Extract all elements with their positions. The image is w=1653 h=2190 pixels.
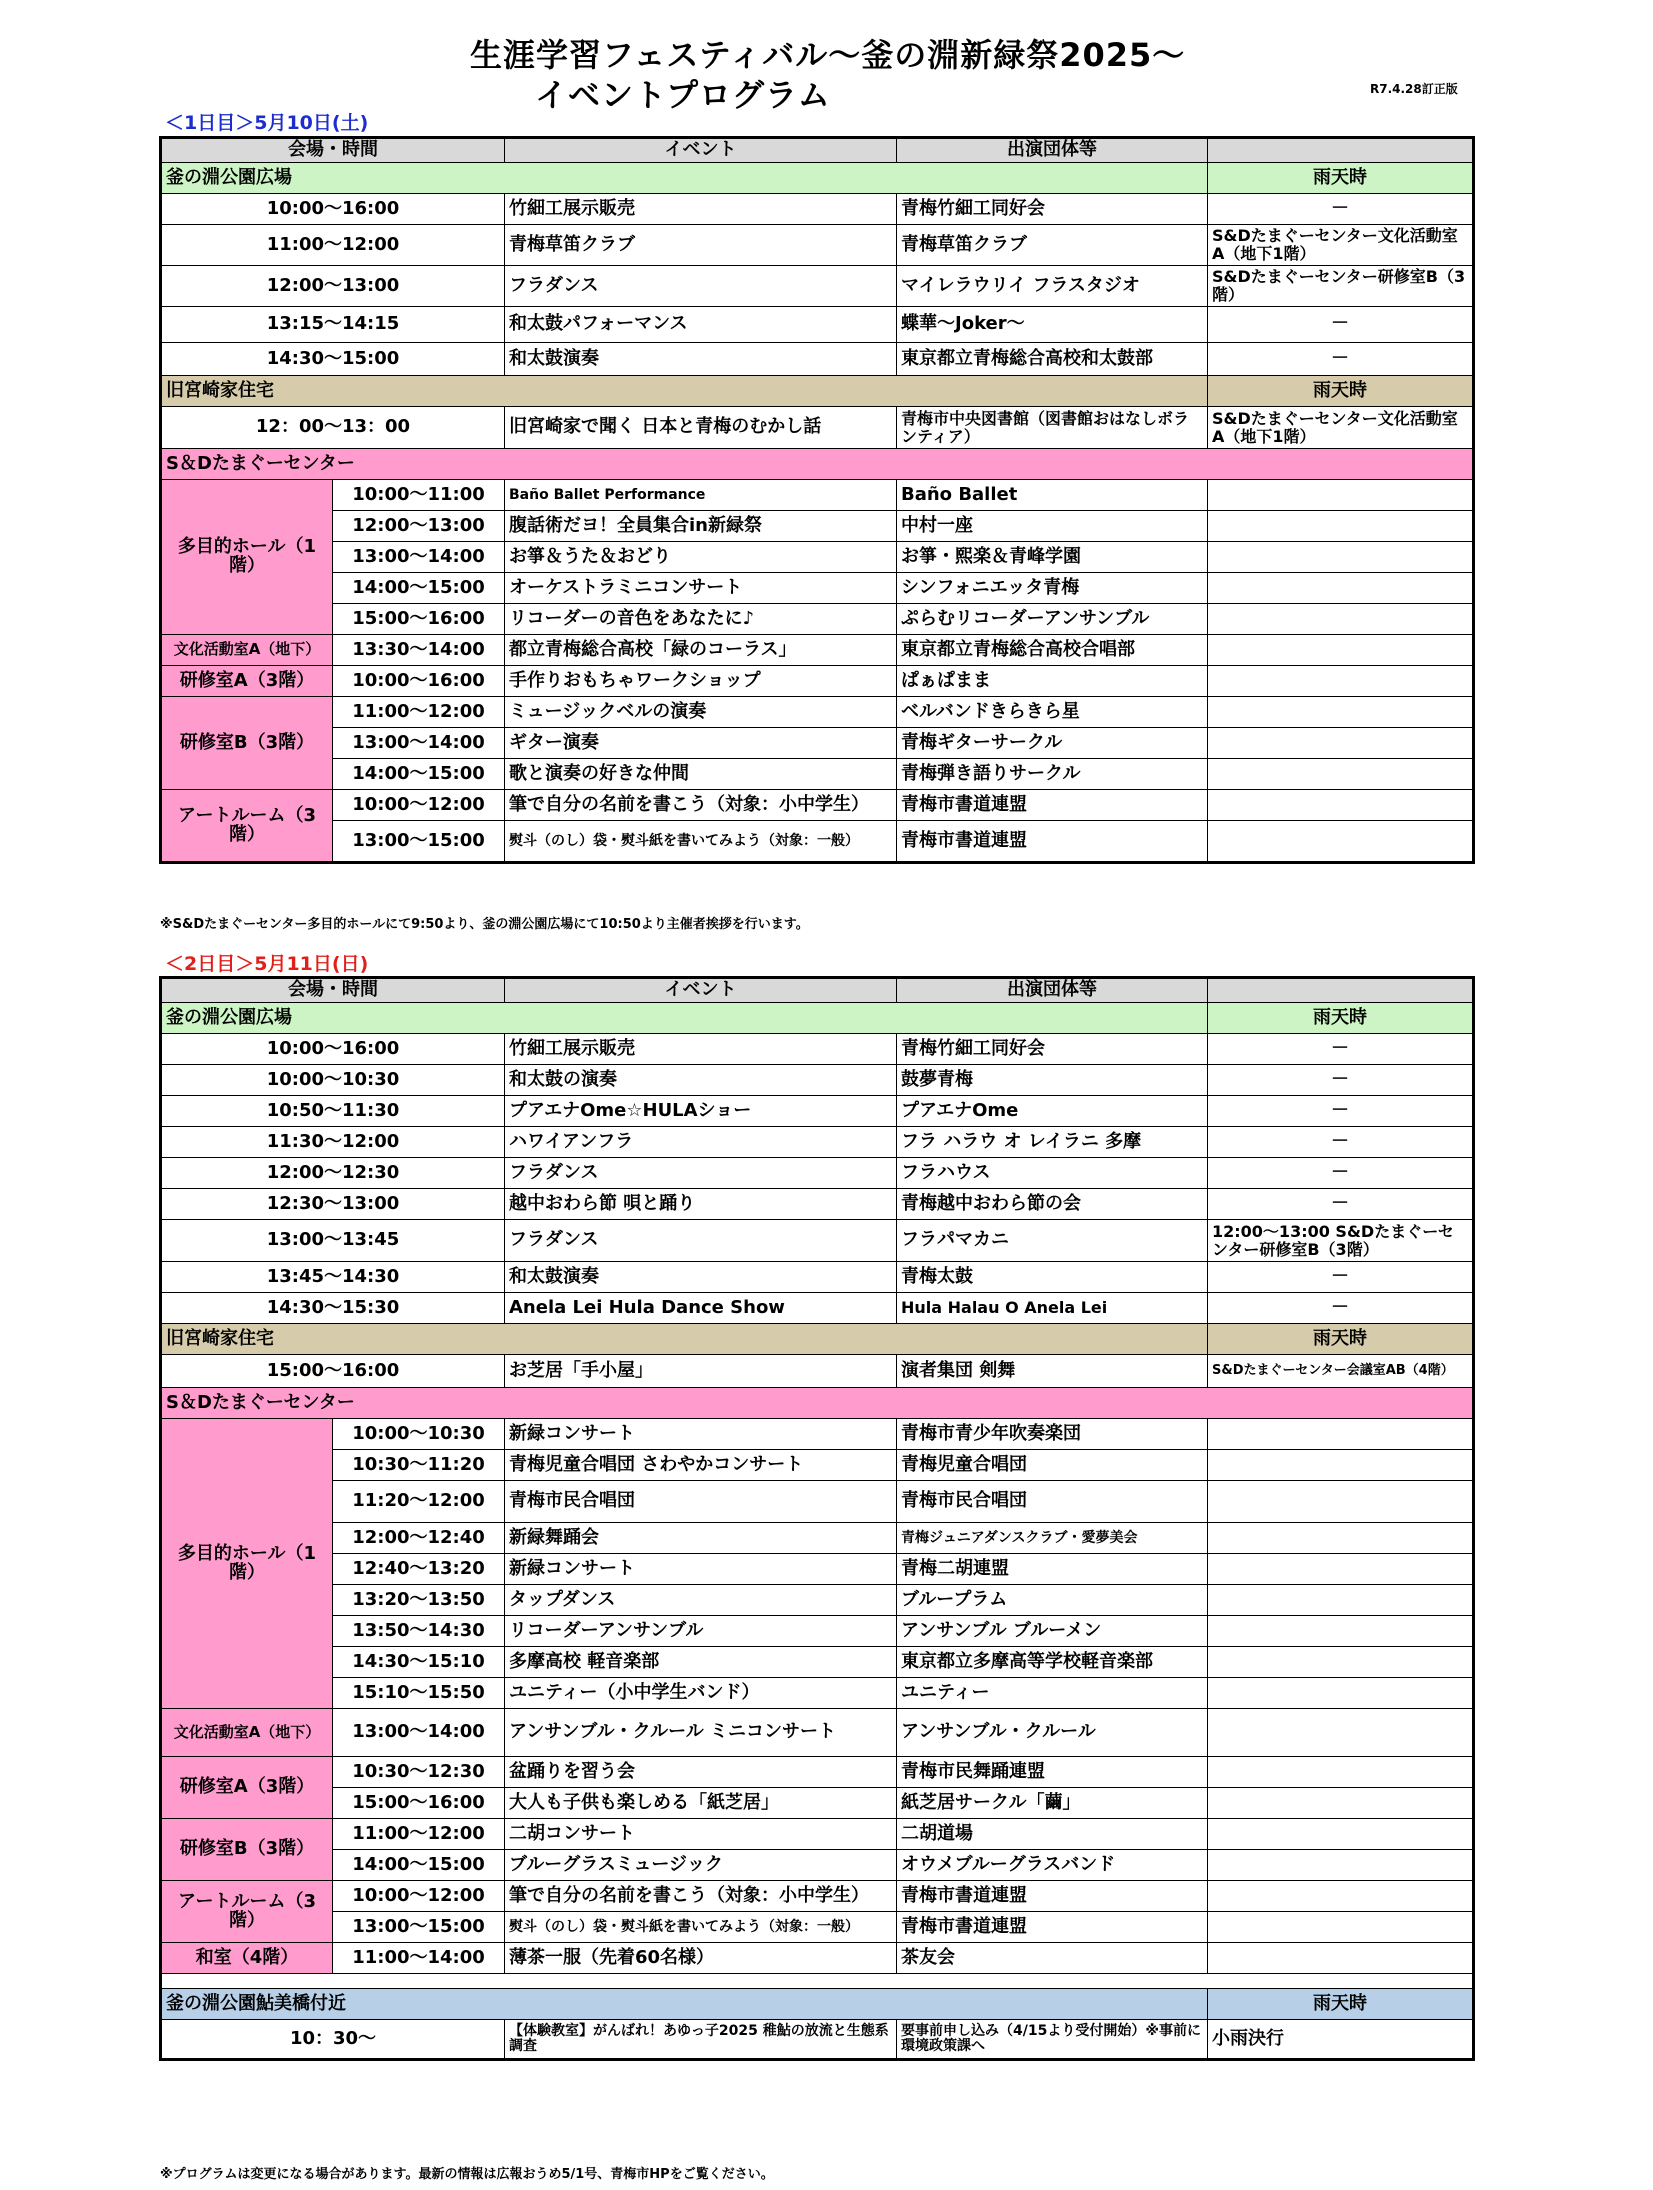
- time-cell: 13:45～14:30: [161, 1262, 505, 1293]
- empty-cell: [1208, 790, 1474, 821]
- time-cell: 15:00～16:00: [333, 604, 505, 635]
- table-row: [161, 1788, 1474, 1819]
- time-cell: 13:30～14:00: [333, 635, 505, 666]
- rain-cell: S&Dたまぐーセンター文化活動室A（地下1階）: [1208, 225, 1474, 266]
- event-cell: 熨斗（のし）袋・熨斗紙を書いてみよう（対象：一般）: [505, 821, 897, 863]
- table-row: [161, 635, 1474, 666]
- event-cell: 二胡コンサート: [505, 1819, 897, 1850]
- time-cell: 10:00～11:00: [333, 480, 505, 511]
- event-cell: 都立青梅総合高校「緑のコーラス」: [505, 635, 897, 666]
- time-cell: 10:00～16:00: [161, 1034, 505, 1065]
- table-row: [161, 511, 1474, 542]
- time-cell: 12：00～13：00: [161, 407, 505, 449]
- section-title: S＆Dたまぐーセンター: [161, 1388, 1474, 1419]
- section-park: [161, 163, 1474, 194]
- header-event: イベント: [505, 138, 897, 163]
- empty-cell: [1208, 1585, 1474, 1616]
- table-row: [161, 1585, 1474, 1616]
- table-row: [161, 1819, 1474, 1850]
- event-cell: ユニティー（小中学生バンド）: [505, 1678, 897, 1709]
- event-cell: 【体験教室】がんばれ！あゆっ子2025 稚鮎の放流と生態系調査: [505, 2020, 897, 2060]
- header-venue: 会場・時間: [161, 138, 505, 163]
- performer-cell: フラパマカニ: [897, 1220, 1208, 1262]
- performer-cell: 鼓夢青梅: [897, 1065, 1208, 1096]
- table-row: [161, 1616, 1474, 1647]
- table-row: [161, 1419, 1474, 1450]
- time-cell: 10:00～10:30: [333, 1419, 505, 1450]
- performer-cell: 東京都立多摩高等学校軽音楽部: [897, 1647, 1208, 1678]
- time-cell: 14:30～15:30: [161, 1293, 505, 1324]
- event-cell: 和太鼓パフォーマンス: [505, 307, 897, 343]
- time-cell: 13:00～14:00: [333, 542, 505, 573]
- performer-cell: 青梅越中おわら節の会: [897, 1189, 1208, 1220]
- performer-cell: 東京都立青梅総合高校合唱部: [897, 635, 1208, 666]
- room-cell: アートルーム（3階）: [161, 1881, 333, 1943]
- performer-cell: フラ ハラウ オ レイラニ 多摩: [897, 1127, 1208, 1158]
- performer-cell: 青梅竹細工同好会: [897, 194, 1208, 225]
- room-cell: 研修室A（3階）: [161, 666, 333, 697]
- rain-cell: －: [1208, 1065, 1474, 1096]
- event-cell: 旧宮崎家で聞く 日本と青梅のむかし話: [505, 407, 897, 449]
- rain-cell: －: [1208, 1189, 1474, 1220]
- time-cell: 13:00～14:00: [333, 1709, 505, 1757]
- table-row: [161, 1523, 1474, 1554]
- performer-cell: 茶友会: [897, 1943, 1208, 1974]
- time-cell: 12:00～12:30: [161, 1158, 505, 1189]
- time-cell: 14:00～15:00: [333, 1850, 505, 1881]
- empty-cell: [1208, 1850, 1474, 1881]
- performer-cell: ぱぁぱまま: [897, 666, 1208, 697]
- performer-cell: マイレラウリイ フラスタジオ: [897, 266, 1208, 307]
- event-cell: 熨斗（のし）袋・熨斗紙を書いてみよう（対象：一般）: [505, 1912, 897, 1943]
- table-row: [161, 1189, 1474, 1220]
- table-row: [161, 225, 1474, 266]
- event-cell: 筆で自分の名前を書こう（対象：小中学生）: [505, 790, 897, 821]
- table-row: [161, 1262, 1474, 1293]
- rain-cell: S&Dたまぐーセンター文化活動室A（地下1階）: [1208, 407, 1474, 449]
- event-cell: 竹細工展示販売: [505, 1034, 897, 1065]
- empty-cell: [1208, 728, 1474, 759]
- rain-cell: S&Dたまぐーセンター研修室B（3階）: [1208, 266, 1474, 307]
- rain-header: 雨天時: [1208, 1989, 1474, 2020]
- header-venue: 会場・時間: [161, 978, 505, 1003]
- empty-cell: [1208, 697, 1474, 728]
- event-cell: リコーダーアンサンブル: [505, 1616, 897, 1647]
- table-row: [161, 1293, 1474, 1324]
- event-cell: フラダンス: [505, 1158, 897, 1189]
- event-cell: 和太鼓演奏: [505, 1262, 897, 1293]
- performer-cell: ユニティー: [897, 1678, 1208, 1709]
- event-cell: 筆で自分の名前を書こう（対象：小中学生）: [505, 1881, 897, 1912]
- section-title: 釜の淵公園広場: [161, 163, 1208, 194]
- table-row: [161, 266, 1474, 307]
- performer-cell: プアエナOme: [897, 1096, 1208, 1127]
- performer-cell: 青梅市書道連盟: [897, 1881, 1208, 1912]
- rain-cell: －: [1208, 1293, 1474, 1324]
- time-cell: 13:00～15:00: [333, 821, 505, 863]
- time-cell: 10:30～12:30: [333, 1757, 505, 1788]
- empty-cell: [1208, 1819, 1474, 1850]
- rain-cell: －: [1208, 1034, 1474, 1065]
- table-row: [161, 1096, 1474, 1127]
- performer-cell: 二胡道場: [897, 1819, 1208, 1850]
- table-row: [161, 1450, 1474, 1481]
- page-title: 生涯学習フェスティバル～釜の淵新緑祭2025～: [470, 36, 1186, 74]
- time-cell: 15:00～16:00: [333, 1788, 505, 1819]
- time-cell: 13:15～14:15: [161, 307, 505, 343]
- performer-cell: 紙芝居サークル「繭」: [897, 1788, 1208, 1819]
- table-row: [161, 728, 1474, 759]
- performer-cell: 青梅市民合唱団: [897, 1481, 1208, 1523]
- event-cell: タップダンス: [505, 1585, 897, 1616]
- rain-header: 雨天時: [1208, 376, 1474, 407]
- spacer: [161, 1974, 1474, 1989]
- empty-cell: [1208, 1481, 1474, 1523]
- empty-cell: [1208, 1616, 1474, 1647]
- rain-cell: －: [1208, 1127, 1474, 1158]
- revision-label: R7.4.28訂正版: [1370, 82, 1458, 96]
- header-row: [161, 978, 1474, 1003]
- time-cell: 15:10～15:50: [333, 1678, 505, 1709]
- performer-cell: Baño Ballet: [897, 480, 1208, 511]
- performer-cell: ベルバンドきらきら星: [897, 697, 1208, 728]
- table-row: [161, 790, 1474, 821]
- time-cell: 12:00～12:40: [333, 1523, 505, 1554]
- table-row: [161, 480, 1474, 511]
- empty-cell: [1208, 480, 1474, 511]
- table-row: [161, 604, 1474, 635]
- empty-cell: [1208, 635, 1474, 666]
- rain-header: 雨天時: [1208, 1003, 1474, 1034]
- event-cell: 和太鼓の演奏: [505, 1065, 897, 1096]
- day2-note: ※プログラムは変更になる場合があります。最新の情報は広報おうめ5/1号、青梅市HPをご覧ください。: [160, 2167, 774, 2182]
- event-cell: 青梅草笛クラブ: [505, 225, 897, 266]
- header-performer: 出演団体等: [897, 138, 1208, 163]
- performer-cell: アンサンブル ブルーメン: [897, 1616, 1208, 1647]
- performer-cell: 青梅竹細工同好会: [897, 1034, 1208, 1065]
- table-row: [161, 1158, 1474, 1189]
- event-cell: 青梅市民合唱団: [505, 1481, 897, 1523]
- table-row: [161, 1355, 1474, 1388]
- time-cell: 13:20～13:50: [333, 1585, 505, 1616]
- empty-cell: [1208, 1943, 1474, 1974]
- room-cell: 研修室A（3階）: [161, 1757, 333, 1819]
- table-row: [161, 1757, 1474, 1788]
- performer-cell: 演者集団 剣舞: [897, 1355, 1208, 1388]
- rain-cell: S&Dたまぐーセンター会議室AB（4階）: [1208, 1355, 1474, 1388]
- empty-cell: [1208, 821, 1474, 863]
- event-cell: ブルーグラスミュージック: [505, 1850, 897, 1881]
- time-cell: 10：30～: [161, 2020, 505, 2060]
- table-row: [161, 1034, 1474, 1065]
- room-cell: 文化活動室A（地下）: [161, 1709, 333, 1757]
- event-cell: アンサンブル・クルール ミニコンサート: [505, 1709, 897, 1757]
- header-rain: [1208, 978, 1474, 1003]
- event-cell: 新緑コンサート: [505, 1419, 897, 1450]
- empty-cell: [1208, 666, 1474, 697]
- table-row: [161, 573, 1474, 604]
- time-cell: 12:30～13:00: [161, 1189, 505, 1220]
- performer-cell: 青梅市書道連盟: [897, 1912, 1208, 1943]
- time-cell: 15:00～16:00: [161, 1355, 505, 1388]
- time-cell: 10:00～12:00: [333, 790, 505, 821]
- performer-cell: 青梅市書道連盟: [897, 790, 1208, 821]
- section-title: 釜の淵公園鮎美橋付近: [161, 1989, 1208, 2020]
- performer-cell: 青梅児童合唱団: [897, 1450, 1208, 1481]
- table-row: [161, 821, 1474, 863]
- time-cell: 11:00～12:00: [333, 1819, 505, 1850]
- performer-cell: アンサンブル・クルール: [897, 1709, 1208, 1757]
- spacer-row: [161, 1974, 1474, 1989]
- day1-schedule-table: [159, 136, 1475, 864]
- room-cell: 研修室B（3階）: [161, 1819, 333, 1881]
- performer-cell: 青梅ギターサークル: [897, 728, 1208, 759]
- event-cell: プアエナOme☆HULAショー: [505, 1096, 897, 1127]
- day1-note: ※S&Dたまぐーセンター多目的ホールにて9:50より、釜の淵公園広場にて10:50より主催者挨拶を行います。: [160, 917, 809, 932]
- time-cell: 12:00～13:00: [333, 511, 505, 542]
- table-row: [161, 1127, 1474, 1158]
- time-cell: 10:00～16:00: [333, 666, 505, 697]
- event-cell: 手作りおもちゃワークショップ: [505, 666, 897, 697]
- rain-cell: －: [1208, 194, 1474, 225]
- empty-cell: [1208, 1678, 1474, 1709]
- empty-cell: [1208, 1912, 1474, 1943]
- performer-cell: 要事前申し込み（4/15より受付開始）※事前に環境政策課へ: [897, 2020, 1208, 2060]
- table-row: [161, 1481, 1474, 1523]
- performer-cell: 東京都立青梅総合高校和太鼓部: [897, 343, 1208, 376]
- event-cell: ギター演奏: [505, 728, 897, 759]
- empty-cell: [1208, 1709, 1474, 1757]
- empty-cell: [1208, 542, 1474, 573]
- table-row: [161, 407, 1474, 449]
- day2-schedule-table: [159, 976, 1475, 2061]
- table-row: [161, 542, 1474, 573]
- table-row: [161, 697, 1474, 728]
- performer-cell: 青梅市青少年吹奏楽団: [897, 1419, 1208, 1450]
- event-cell: お芝居「手小屋」: [505, 1355, 897, 1388]
- time-cell: 14:30～15:10: [333, 1647, 505, 1678]
- rain-header: 雨天時: [1208, 163, 1474, 194]
- performer-cell: ぷらむリコーダーアンサンブル: [897, 604, 1208, 635]
- time-cell: 11:00～12:00: [333, 697, 505, 728]
- room-cell: 和室（4階）: [161, 1943, 333, 1974]
- table-row: [161, 1943, 1474, 1974]
- event-cell: リコーダーの音色をあなたに♪: [505, 604, 897, 635]
- table-row: [161, 1850, 1474, 1881]
- time-cell: 12:40～13:20: [333, 1554, 505, 1585]
- section-center: [161, 449, 1474, 480]
- time-cell: 10:50～11:30: [161, 1096, 505, 1127]
- table-row: [161, 1220, 1474, 1262]
- time-cell: 14:00～15:00: [333, 573, 505, 604]
- section-kyu: [161, 1324, 1474, 1355]
- event-cell: 歌と演奏の好きな仲間: [505, 759, 897, 790]
- rain-cell: －: [1208, 307, 1474, 343]
- room-cell: 多目的ホール（1階）: [161, 480, 333, 635]
- event-cell: ハワイアンフラ: [505, 1127, 897, 1158]
- table-row: [161, 666, 1474, 697]
- performer-cell: 青梅市民舞踊連盟: [897, 1757, 1208, 1788]
- table-row: [161, 1554, 1474, 1585]
- time-cell: 13:50～14:30: [333, 1616, 505, 1647]
- event-cell: 盆踊りを習う会: [505, 1757, 897, 1788]
- rain-cell: －: [1208, 1262, 1474, 1293]
- rain-cell: 12:00～13:00 S&Dたまぐーセンター研修室B（3階）: [1208, 1220, 1474, 1262]
- section-title: 旧宮崎家住宅: [161, 1324, 1208, 1355]
- empty-cell: [1208, 1523, 1474, 1554]
- time-cell: 10:00～12:00: [333, 1881, 505, 1912]
- section-kyu: [161, 376, 1474, 407]
- event-cell: 越中おわら節 唄と踊り: [505, 1189, 897, 1220]
- day2-label: ＜2日目＞5月11日(日): [165, 953, 369, 975]
- table-row: [161, 1065, 1474, 1096]
- section-ayu: [161, 1989, 1474, 2020]
- table-row: [161, 194, 1474, 225]
- table-row: [161, 307, 1474, 343]
- time-cell: 13:00～15:00: [333, 1912, 505, 1943]
- performer-cell: 青梅市書道連盟: [897, 821, 1208, 863]
- room-cell: アートルーム（3階）: [161, 790, 333, 863]
- time-cell: 11:20～12:00: [333, 1481, 505, 1523]
- time-cell: 11:00～12:00: [161, 225, 505, 266]
- section-park: [161, 1003, 1474, 1034]
- event-cell: フラダンス: [505, 1220, 897, 1262]
- event-cell: オーケストラミニコンサート: [505, 573, 897, 604]
- event-cell: Baño Ballet Performance: [505, 480, 897, 511]
- empty-cell: [1208, 1554, 1474, 1585]
- event-cell: 青梅児童合唱団 さわやかコンサート: [505, 1450, 897, 1481]
- rain-cell: －: [1208, 1158, 1474, 1189]
- performer-cell: 青梅市中央図書館（図書館おはなしボランティア）: [897, 407, 1208, 449]
- rain-cell: －: [1208, 343, 1474, 376]
- empty-cell: [1208, 573, 1474, 604]
- event-cell: 薄茶一服（先着60名様）: [505, 1943, 897, 1974]
- time-cell: 10:00～16:00: [161, 194, 505, 225]
- room-cell: 多目的ホール（1階）: [161, 1419, 333, 1709]
- table-row: [161, 1912, 1474, 1943]
- section-title: 旧宮崎家住宅: [161, 376, 1208, 407]
- performer-cell: オウメブルーグラスバンド: [897, 1850, 1208, 1881]
- performer-cell: 青梅二胡連盟: [897, 1554, 1208, 1585]
- event-cell: 竹細工展示販売: [505, 194, 897, 225]
- header-event: イベント: [505, 978, 897, 1003]
- empty-cell: [1208, 1647, 1474, 1678]
- empty-cell: [1208, 1757, 1474, 1788]
- empty-cell: [1208, 1788, 1474, 1819]
- time-cell: 11:30～12:00: [161, 1127, 505, 1158]
- header-rain: [1208, 138, 1474, 163]
- rain-cell: 小雨決行: [1208, 2020, 1474, 2060]
- event-cell: 多摩高校 軽音楽部: [505, 1647, 897, 1678]
- event-cell: 大人も子供も楽しめる「紙芝居」: [505, 1788, 897, 1819]
- event-cell: Anela Lei Hula Dance Show: [505, 1293, 897, 1324]
- time-cell: 13:00～13:45: [161, 1220, 505, 1262]
- room-cell: 文化活動室A（地下）: [161, 635, 333, 666]
- time-cell: 10:00～10:30: [161, 1065, 505, 1096]
- performer-cell: 青梅ジュニアダンスクラブ・愛夢美会: [897, 1523, 1208, 1554]
- time-cell: 14:30～15:00: [161, 343, 505, 376]
- table-row: [161, 343, 1474, 376]
- rain-cell: －: [1208, 1096, 1474, 1127]
- performer-cell: 蝶華～Joker～: [897, 307, 1208, 343]
- event-cell: 和太鼓演奏: [505, 343, 897, 376]
- empty-cell: [1208, 604, 1474, 635]
- empty-cell: [1208, 1450, 1474, 1481]
- rain-header: 雨天時: [1208, 1324, 1474, 1355]
- table-row: [161, 1881, 1474, 1912]
- time-cell: 14:00～15:00: [333, 759, 505, 790]
- performer-cell: 中村一座: [897, 511, 1208, 542]
- performer-cell: Hula Halau O Anela Lei: [897, 1293, 1208, 1324]
- time-cell: 11:00～14:00: [333, 1943, 505, 1974]
- performer-cell: 青梅弾き語りサークル: [897, 759, 1208, 790]
- performer-cell: ブループラム: [897, 1585, 1208, 1616]
- table-row: [161, 2020, 1474, 2060]
- performer-cell: フラハウス: [897, 1158, 1208, 1189]
- room-cell: 研修室B（3階）: [161, 697, 333, 790]
- event-cell: お箏＆うた＆おどり: [505, 542, 897, 573]
- header-performer: 出演団体等: [897, 978, 1208, 1003]
- event-cell: 腹話術だヨ！全員集合in新緑祭: [505, 511, 897, 542]
- event-cell: 新緑舞踊会: [505, 1523, 897, 1554]
- performer-cell: 青梅太鼓: [897, 1262, 1208, 1293]
- section-center: [161, 1388, 1474, 1419]
- time-cell: 10:30～11:20: [333, 1450, 505, 1481]
- time-cell: 13:00～14:00: [333, 728, 505, 759]
- table-row: [161, 1678, 1474, 1709]
- header-row: [161, 138, 1474, 163]
- event-cell: 新緑コンサート: [505, 1554, 897, 1585]
- section-title: 釜の淵公園広場: [161, 1003, 1208, 1034]
- table-row: [161, 759, 1474, 790]
- section-title: S＆Dたまぐーセンター: [161, 449, 1474, 480]
- event-cell: フラダンス: [505, 266, 897, 307]
- performer-cell: お箏・熙楽＆青峰学園: [897, 542, 1208, 573]
- performer-cell: 青梅草笛クラブ: [897, 225, 1208, 266]
- day1-label: ＜1日目＞5月10日(土): [165, 112, 369, 134]
- table-row: [161, 1709, 1474, 1757]
- time-cell: 12:00～13:00: [161, 266, 505, 307]
- page-subtitle: イベントプログラム: [535, 76, 831, 114]
- empty-cell: [1208, 759, 1474, 790]
- empty-cell: [1208, 1419, 1474, 1450]
- event-cell: ミュージックベルの演奏: [505, 697, 897, 728]
- empty-cell: [1208, 511, 1474, 542]
- table-row: [161, 1647, 1474, 1678]
- empty-cell: [1208, 1881, 1474, 1912]
- performer-cell: シンフォニエッタ青梅: [897, 573, 1208, 604]
